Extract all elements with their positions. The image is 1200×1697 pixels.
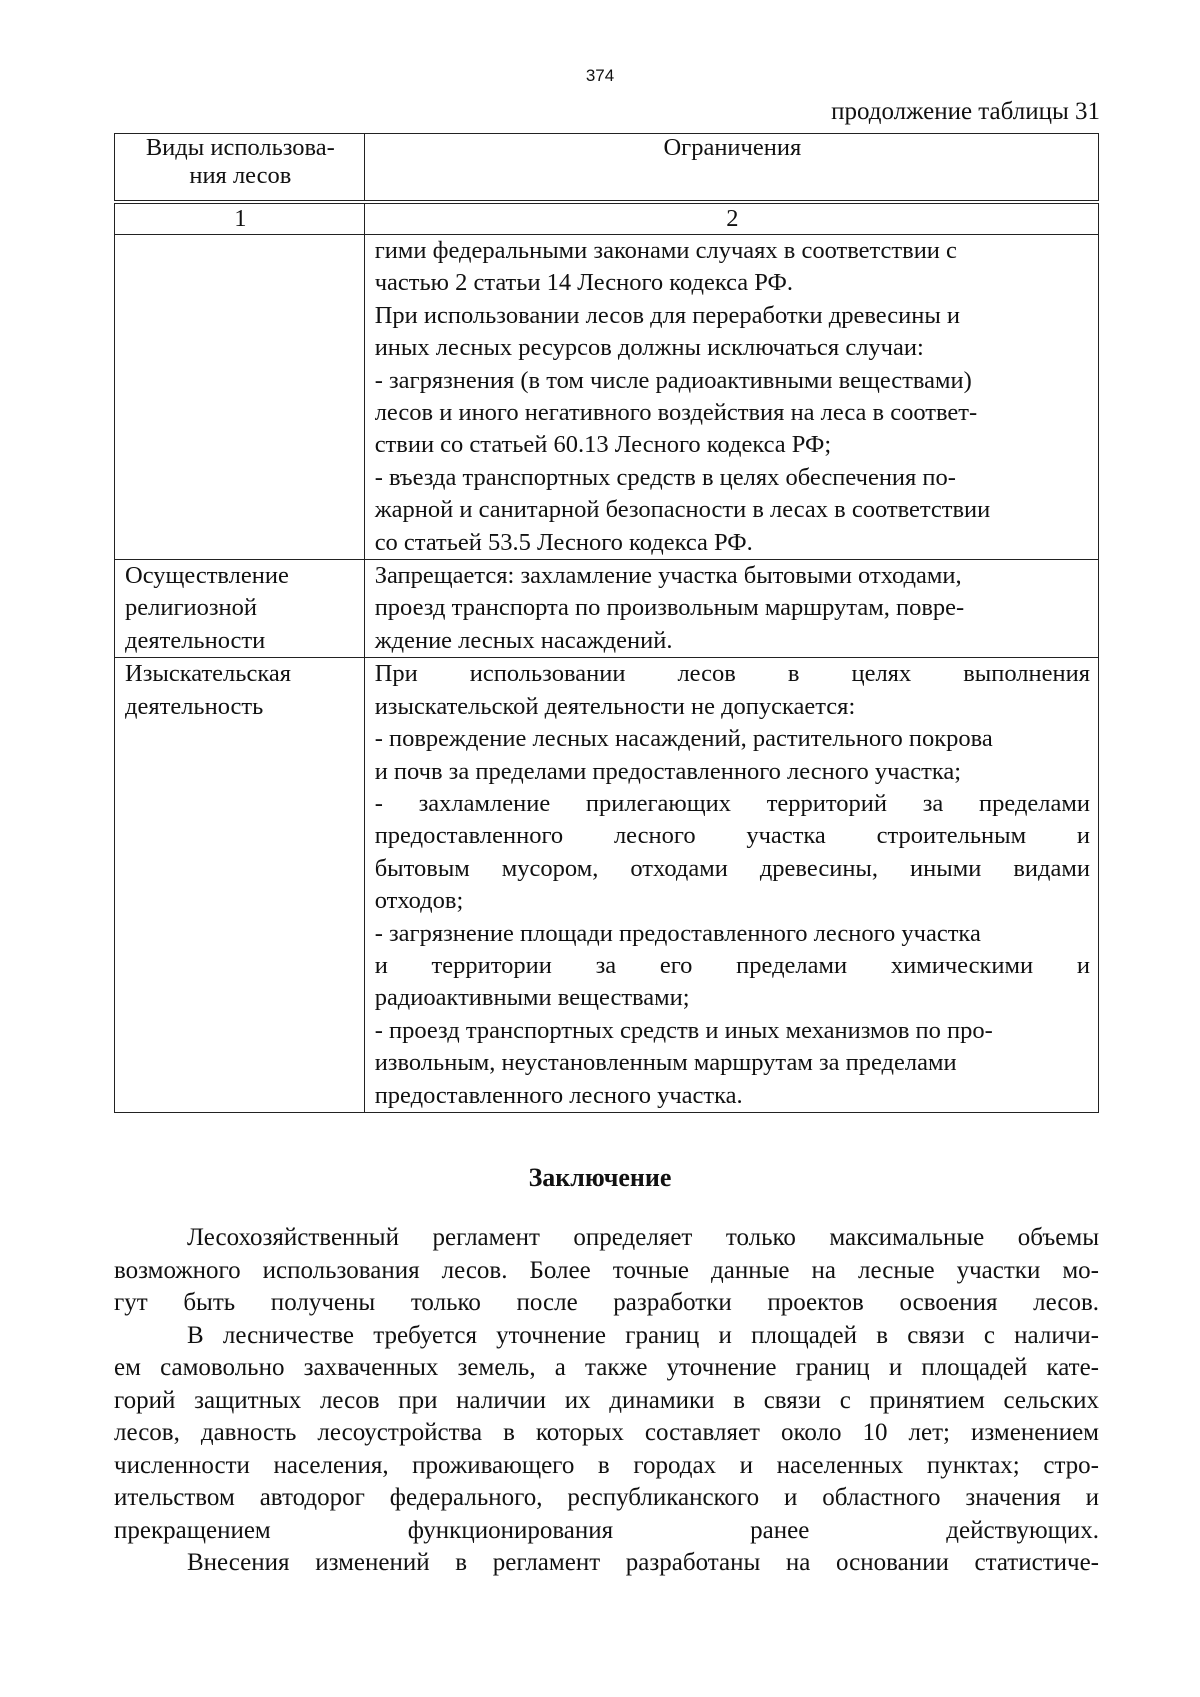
column-number-2: 2 <box>364 202 1098 235</box>
table-row <box>115 658 1099 1113</box>
row-restrictions-cell: При использовании лесов в целях выполнения изыскательской деятельности не допускается: - повреждение лесных насаждений, растительного покрова и почв за пределами предоставленного лесного участка; - захламление прилегающих территорий за пределами предоставленного лесного участка строительным и бытовым мусором, отходами древесины, иными видами отходов; - загрязнение площади предоставленного лесного участка и территории за его пределами химическими и радиоактивными веществами; - проезд транспортных средств и иных механизмов по про- извольным, неустановленным маршрутам за пределами предоставленного лесного участка. <box>364 658 1098 1113</box>
paragraph-line: возможного использования лесов. Более точные данные на лесные участки мо- <box>114 1256 1099 1284</box>
paragraph-line: лесов, давность лесоустройства в которых составляет около 10 лет; изменением <box>114 1419 1099 1446</box>
row-restrictions-cell: Запрещается: захламление участка бытовыми отходами, проезд транспорта по произвольным маршрутам, повре- ждение лесных насаждений. <box>364 560 1098 658</box>
restrictions-table <box>114 133 1099 1113</box>
paragraph-line: ительством автодорог федерального, республиканского и областного значения и <box>114 1484 1099 1511</box>
conclusion-heading: Заключение <box>528 1163 672 1192</box>
paragraph-line: Лесохозяйственный регламент определяет только максимальные объемы <box>187 1224 1099 1251</box>
page-number: 374 <box>585 66 615 85</box>
row-restrictions-cell: гими федеральными законами случаях в соответствии с частью 2 статьи 14 Лесного кодекса РФ. При использовании лесов для переработки древесины и иных лесных ресурсов должны исключаться случаи: - загрязнения (в том числе радиоактивными веществами) лесов и иного негативного воздействия на леса в соответ- ствии со статьей 60.13 Лесного кодекса РФ; - въезда транспортных средств в целях обеспечения по- жарной и санитарной безопасности в лесах в соответствии со статьей 53.5 Лесного кодекса РФ. <box>364 235 1098 560</box>
header-forest-use-types: Виды использова- ния лесов <box>115 134 365 203</box>
table-continuation-caption: продолжение таблицы 31 <box>831 98 1100 125</box>
row-type-cell: Изыскательская деятельность <box>115 658 365 1113</box>
paragraph-line: горий защитных лесов при наличии их динамики в связи с принятием сельских <box>114 1386 1099 1414</box>
paragraph-line: гут быть получены только после разработки проектов освоения лесов. <box>114 1289 1099 1316</box>
paragraph-line: численности населения, проживающего в городах и населенных пунктах; стро- <box>114 1451 1099 1479</box>
row-type-cell: Осуществление религиозной деятельности <box>115 560 365 658</box>
paragraph-line: прекращением функционирования ранее действующих. <box>114 1516 1099 1544</box>
row-type-cell <box>115 235 365 560</box>
header-restrictions: Ограничения <box>364 134 1098 203</box>
table-row <box>115 235 1099 560</box>
conclusion-text <box>114 1222 1099 1580</box>
table-header-row <box>115 134 1099 203</box>
paragraph-line: ем самовольно захваченных земель, а также уточнение границ и площадей кате- <box>114 1354 1099 1381</box>
column-number-row <box>115 202 1099 235</box>
paragraph-line: Внесения изменений в регламент разработаны на основании статистиче- <box>187 1549 1099 1576</box>
table-row <box>115 560 1099 658</box>
paragraph-line: В лесничестве требуется уточнение границ и площадей в связи с наличи- <box>187 1321 1099 1349</box>
column-number-1: 1 <box>115 202 365 235</box>
